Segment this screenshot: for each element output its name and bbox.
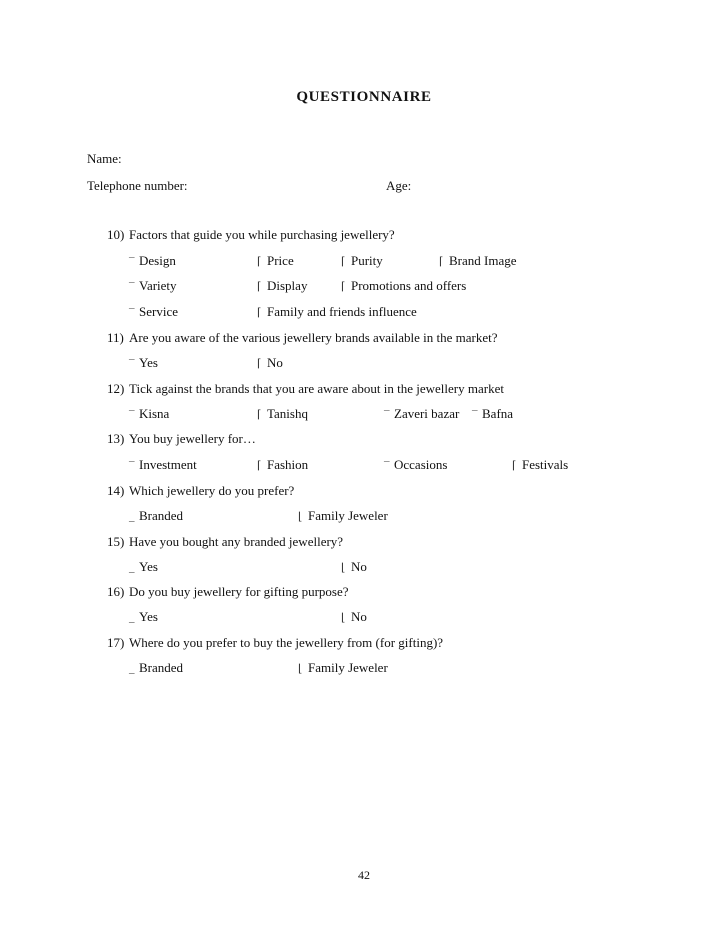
question-number: 12) <box>107 381 125 396</box>
checkbox-icon: ⌈ <box>257 281 262 293</box>
checkbox-icon: ⌈ <box>257 460 262 472</box>
question-10 <box>107 227 395 243</box>
question-number: 14) <box>107 483 125 498</box>
question-text: Have you bought any branded jewellery? <box>129 534 344 549</box>
option-yes[interactable]: ¯ Yes <box>129 355 158 370</box>
option-display[interactable]: ⌈ Display <box>257 278 308 293</box>
question-14 <box>107 483 294 499</box>
option-yes[interactable]: _ Yes <box>129 559 158 574</box>
question-16 <box>107 584 349 600</box>
checkbox-icon: ⌈ <box>257 307 262 319</box>
option-bafna[interactable]: ¯ Bafna <box>472 406 514 421</box>
question-number: 16) <box>107 584 125 599</box>
option-kisna[interactable]: ¯ Kisna <box>129 406 170 421</box>
checkbox-icon: ⌈ <box>257 256 262 268</box>
question-number: 10) <box>107 227 125 242</box>
page-number: 42 <box>358 868 370 882</box>
option-promotions-and-offers[interactable]: ⌈ Promotions and offers <box>341 278 467 293</box>
question-17 <box>107 635 443 651</box>
question-text: Which jewellery do you prefer? <box>129 483 295 498</box>
checkbox-icon: ⌈ <box>257 358 262 370</box>
option-zaveri-bazar[interactable]: ¯ Zaveri bazar <box>384 406 460 421</box>
option-family-jeweler[interactable]: ⌊ Family Jeweler <box>298 660 388 675</box>
checkbox-icon: ¯ <box>129 307 135 319</box>
option-no[interactable]: ⌊ No <box>341 609 367 624</box>
checkbox-icon: ¯ <box>129 409 135 421</box>
checkbox-icon: ⌈ <box>341 256 346 268</box>
question-text: You buy jewellery for… <box>129 431 256 446</box>
checkbox-icon: ⌊ <box>298 663 303 675</box>
checkbox-icon: ⌊ <box>298 511 303 523</box>
checkbox-icon: ¯ <box>129 281 135 293</box>
telephone-label: Telephone number: <box>87 178 188 193</box>
option-occasions[interactable]: ¯ Occasions <box>384 457 448 472</box>
age-label: Age: <box>386 178 412 193</box>
checkbox-icon: ⌈ <box>341 281 346 293</box>
option-no[interactable]: ⌈ No <box>257 355 283 370</box>
checkbox-icon: ¯ <box>472 409 478 421</box>
question-number: 15) <box>107 534 125 549</box>
question-11 <box>107 330 498 346</box>
checkbox-icon: _ <box>129 612 135 624</box>
checkbox-icon: ¯ <box>129 460 135 472</box>
name-label: Name: <box>87 151 122 166</box>
question-15 <box>107 534 343 550</box>
question-text: Where do you prefer to buy the jewellery from (for gifting)? <box>129 635 444 650</box>
checkbox-icon: ¯ <box>129 358 135 370</box>
checkbox-icon: ¯ <box>384 409 390 421</box>
checkbox-icon: ⌊ <box>341 562 346 574</box>
checkbox-icon: ⌈ <box>439 256 444 268</box>
option-investment[interactable]: ¯ Investment <box>129 457 197 472</box>
question-text: Factors that guide you while purchasing jewellery? <box>129 227 395 242</box>
question-text: Are you aware of the various jewellery brands available in the market? <box>129 330 498 345</box>
option-purity[interactable]: ⌈ Purity <box>341 253 383 268</box>
option-service[interactable]: ¯ Service <box>129 304 178 319</box>
option-festivals[interactable]: ⌈ Festivals <box>512 457 569 472</box>
option-branded[interactable]: _ Branded <box>129 660 184 675</box>
checkbox-icon: _ <box>129 663 135 675</box>
question-text: Do you buy jewellery for gifting purpose? <box>129 584 349 599</box>
checkbox-icon: ⌈ <box>257 409 262 421</box>
option-fashion[interactable]: ⌈ Fashion <box>257 457 309 472</box>
question-number: 11) <box>107 330 124 345</box>
option-family-and-friends-influence[interactable]: ⌈ Family and friends influence <box>257 304 417 319</box>
question-13 <box>107 431 256 447</box>
option-branded[interactable]: _ Branded <box>129 508 184 523</box>
option-design[interactable]: ¯ Design <box>129 253 176 268</box>
option-variety[interactable]: ¯ Variety <box>129 278 177 293</box>
checkbox-icon: ⌈ <box>512 460 517 472</box>
question-number: 17) <box>107 635 125 650</box>
checkbox-icon: ¯ <box>384 460 390 472</box>
page-title: QUESTIONNAIRE <box>296 89 432 105</box>
question-text: Tick against the brands that you are aware about in the jewellery market <box>129 381 504 396</box>
question-12 <box>107 381 504 397</box>
option-yes[interactable]: _ Yes <box>129 609 158 624</box>
option-price[interactable]: ⌈ Price <box>257 253 294 268</box>
checkbox-icon: ⌊ <box>341 612 346 624</box>
question-number: 13) <box>107 431 125 446</box>
option-family-jeweler[interactable]: ⌊ Family Jeweler <box>298 508 388 523</box>
checkbox-icon: _ <box>129 562 135 574</box>
option-tanishq[interactable]: ⌈ Tanishq <box>257 406 308 421</box>
checkbox-icon: _ <box>129 511 135 523</box>
option-no[interactable]: ⌊ No <box>341 559 367 574</box>
checkbox-icon: ¯ <box>129 256 135 268</box>
option-brand-image[interactable]: ⌈ Brand Image <box>439 253 517 268</box>
